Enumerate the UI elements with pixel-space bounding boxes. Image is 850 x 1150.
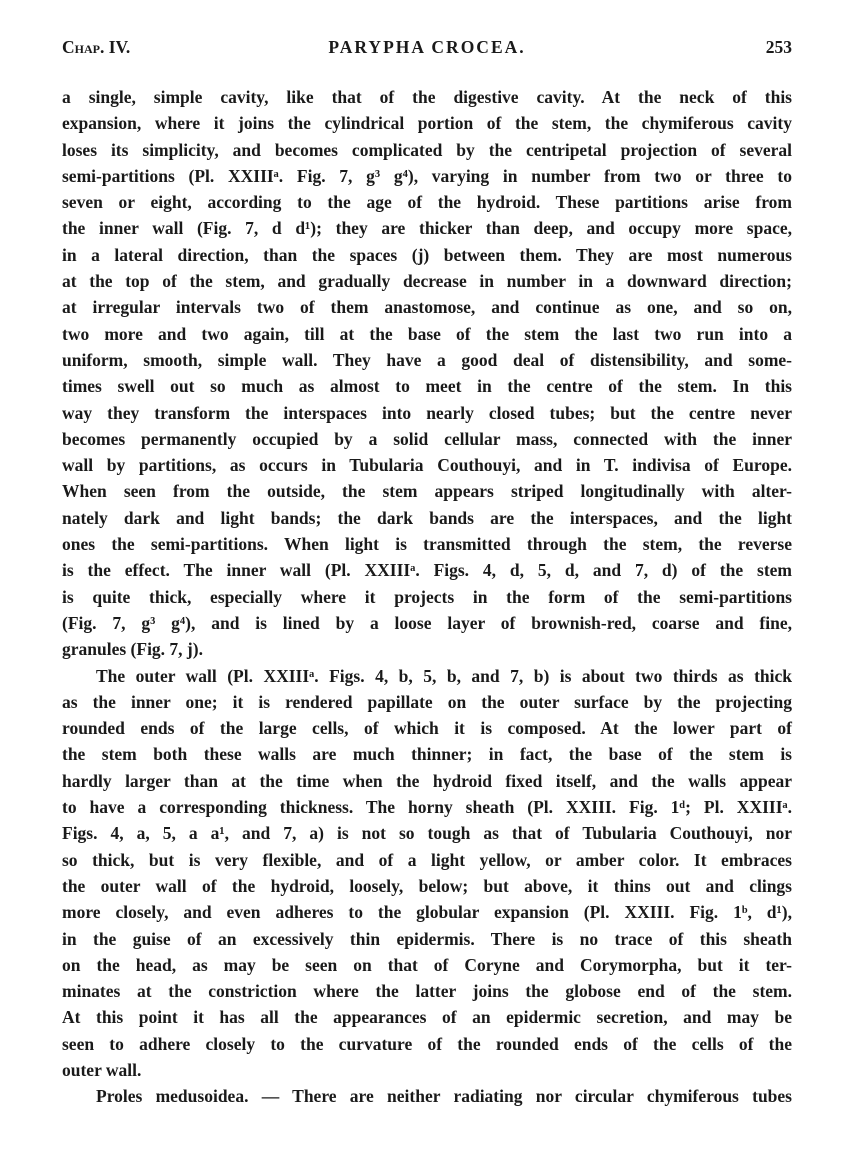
text-line: in a lateral direction, than the spaces (j) between them. They are most numerous	[62, 244, 792, 265]
text-line: the stem both these walls are much thinner; in fact, the base of the stem is	[62, 744, 792, 765]
text-line: The outer wall (Pl. XXIIIᵃ. Figs. 4, b, 5, b, and 7, b) is about two thirds as thick	[96, 665, 792, 686]
text-line: the inner wall (Fig. 7, d d¹); they are thicker than deep, and occupy more space,	[62, 218, 792, 239]
text-line: hardly larger than at the time when the hydroid fixed itself, and the walls appear	[62, 770, 792, 791]
paragraph-1	[62, 84, 792, 663]
text-line: at the top of the stem, and gradually decrease in number in a downward direction;	[62, 271, 792, 292]
text-line: At this point it has all the appearances of an epidermic secretion, and may be	[62, 1007, 792, 1028]
text-line: seven or eight, according to the age of the hydroid. These partitions arise from	[62, 192, 792, 213]
paragraph-3	[62, 1083, 792, 1109]
text-line: outer wall.	[62, 1059, 142, 1080]
text-line: minates at the constriction where the latter joins the globose end of the stem.	[62, 981, 792, 1002]
text-line: When seen from the outside, the stem appears striped longitudinally with alter-	[62, 481, 792, 502]
text-line: (Fig. 7, g³ g⁴), and is lined by a loose layer of brownish-red, coarse and fine,	[62, 612, 792, 633]
text-line: ones the semi-partitions. When light is transmitted through the stem, the reverse	[62, 534, 792, 555]
text-line: seen to adhere closely to the curvature of the rounded ends of the cells of the	[62, 1033, 792, 1054]
text-line: nately dark and light bands; the dark bands are the interspaces, and the light	[62, 507, 792, 528]
page-number: 253	[765, 37, 792, 57]
text-line: semi-partitions (Pl. XXIIIᵃ. Fig. 7, g³ g⁴), varying in number from two or three to	[62, 165, 792, 186]
text-line: way they transform the interspaces into nearly closed tubes; but the centre never	[62, 402, 792, 423]
text-line: wall by partitions, as occurs in Tubularia Couthouyi, and in T. indivisa of Europe.	[62, 455, 792, 476]
text-line: in the guise of an excessively thin epidermis. There is no trace of this sheath	[62, 928, 792, 949]
text-line: rounded ends of the large cells, of which it is composed. At the lower part of	[62, 718, 792, 739]
text-line: at irregular intervals two of them anastomose, and continue as one, and so on,	[62, 297, 792, 318]
text-line: more closely, and even adheres to the globular expansion (Pl. XXIII. Fig. 1ᵇ, d¹),	[62, 902, 792, 923]
chapter-label: Chap. IV.	[62, 37, 131, 57]
text-line: two more and two again, till at the base of the stem the last two run into a	[62, 323, 792, 344]
text-line: a single, simple cavity, like that of the digestive cavity. At the neck of this	[62, 87, 792, 107]
text-line: as the inner one; it is rendered papillate on the outer surface by the projecting	[62, 691, 792, 712]
text-line: is quite thick, especially where it projects in the form of the semi-partitions	[62, 586, 792, 607]
running-title: PARYPHA CROCEA.	[328, 37, 526, 57]
text-line: Proles medusoidea. — There are neither radiating nor circular chymiferous tubes	[96, 1086, 792, 1107]
body-text	[62, 84, 792, 1110]
text-line: loses its simplicity, and becomes complicated by the centripetal projection of several	[62, 139, 792, 160]
text-line: uniform, smooth, simple wall. They have a good deal of distensibility, and some-	[62, 349, 792, 370]
text-line: is the effect. The inner wall (Pl. XXIIIᵃ. Figs. 4, d, 5, d, and 7, d) of the stem	[62, 560, 792, 581]
running-header	[62, 37, 792, 63]
text-line: the outer wall of the hydroid, loosely, below; but above, it thins out and clings	[62, 875, 792, 896]
text-line: granules (Fig. 7, j).	[62, 639, 203, 660]
text-line: Figs. 4, a, 5, a a¹, and 7, a) is not so tough as that of Tubularia Couthouyi, nor	[62, 823, 792, 844]
text-line: becomes permanently occupied by a solid cellular mass, connected with the inner	[62, 428, 792, 449]
text-line: on the head, as may be seen on that of Coryne and Corymorpha, but it ter-	[62, 954, 792, 975]
text-line: to have a corresponding thickness. The horny sheath (Pl. XXIII. Fig. 1ᵈ; Pl. XXIIIᵃ.	[62, 797, 792, 818]
text-line: expansion, where it joins the cylindrical portion of the stem, the chymiferous cavity	[62, 113, 792, 134]
paragraph-2	[62, 663, 792, 1084]
text-line: so thick, but is very flexible, and of a light yellow, or amber color. It embraces	[62, 849, 792, 870]
text-line: times swell out so much as almost to meet in the centre of the stem. In this	[62, 376, 792, 397]
